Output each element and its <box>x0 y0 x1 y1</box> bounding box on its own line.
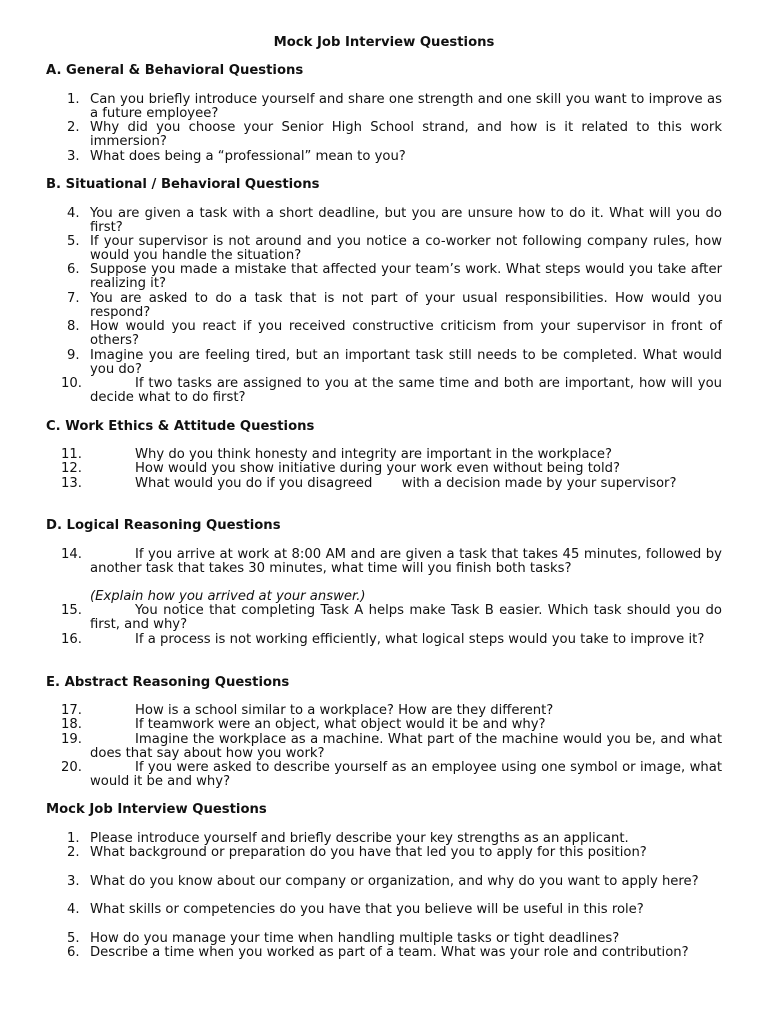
question-18 <box>61 717 722 732</box>
question-text: If a process is not working efficiently, what logical steps would you take to improve it? <box>135 632 705 647</box>
question-14 <box>61 547 722 577</box>
question-number: 18. <box>61 717 82 732</box>
question-6 <box>67 262 722 292</box>
question-number: 3. <box>67 149 80 164</box>
question-text: What does being a “professional” mean to you? <box>90 149 406 164</box>
document-title: Mock Job Interview Questions <box>273 35 495 50</box>
question-12 <box>61 461 722 476</box>
question-number: 15. <box>61 603 82 618</box>
question-text: You are asked to do a task that is not part of your usual responsibilities. How would you respond? <box>90 291 722 321</box>
section-d-heading: D. Logical Reasoning Questions <box>46 518 281 533</box>
question-number: 16. <box>61 632 82 647</box>
question-number: 13. <box>61 476 82 491</box>
question-text: Why did you choose your Senior High School strand, and how is it related to this work immersion? <box>90 120 722 150</box>
question-text: Can you briefly introduce yourself and share one strength and one skill you want to improve as a future employee? <box>90 92 722 122</box>
question-3 <box>67 149 722 164</box>
question-text: If your supervisor is not around and you notice a co-worker not following company rules, how would you handle the situation? <box>90 234 722 264</box>
question-text: If you arrive at work at 8:00 AM and are given a task that takes 45 minutes, followed by another task that takes 30 minutes, what time will you finish both tasks? <box>90 547 722 577</box>
question-15 <box>61 603 722 633</box>
question-text: Please introduce yourself and briefly describe your key strengths as an applicant. <box>90 831 629 846</box>
question-number: 9. <box>67 348 80 363</box>
question-text: What would you do if you disagreed with a decision made by your supervisor? <box>135 476 677 491</box>
section-a-heading: A. General & Behavioral Questions <box>46 63 304 78</box>
question-20 <box>61 760 722 790</box>
question-number: 3. <box>67 874 80 889</box>
question-number: 6. <box>67 945 80 960</box>
question-number: 20. <box>61 760 82 775</box>
question-number: 11. <box>61 447 82 462</box>
section-c-heading: C. Work Ethics & Attitude Questions <box>46 419 315 434</box>
question-number: 8. <box>67 319 80 334</box>
question-number: 2. <box>67 845 80 860</box>
question-number: 12. <box>61 461 82 476</box>
question-4 <box>67 206 722 236</box>
question-text: Imagine the workplace as a machine. What part of the machine would you be, and what does that say about how you work? <box>90 732 722 762</box>
question-text: What skills or competencies do you have that you believe will be useful in this role? <box>90 902 644 917</box>
question-number: 5. <box>67 234 80 249</box>
question-1 <box>67 92 722 122</box>
question-number: 5. <box>67 931 80 946</box>
question-10 <box>61 376 722 406</box>
question-number: 10. <box>61 376 82 391</box>
question-number: 19. <box>61 732 82 747</box>
question-number: 4. <box>67 206 80 221</box>
question-number: 6. <box>67 262 80 277</box>
interview-question-4 <box>67 902 722 917</box>
answer-note: (Explain how you arrived at your answer.) <box>90 589 366 604</box>
question-number: 7. <box>67 291 80 306</box>
question-text: Describe a time when you worked as part of a team. What was your role and contribution? <box>90 945 689 960</box>
question-text: How is a school similar to a workplace? How are they different? <box>135 703 554 718</box>
question-number: 17. <box>61 703 82 718</box>
question-5 <box>67 234 722 264</box>
question-text: You are given a task with a short deadline, but you are unsure how to do it. What will you do first? <box>90 206 722 236</box>
question-7 <box>67 291 722 321</box>
question-text: If you were asked to describe yourself as an employee using one symbol or image, what would it be and why? <box>90 760 722 790</box>
question-19 <box>61 732 722 762</box>
question-number: 4. <box>67 902 80 917</box>
question-text: How do you manage your time when handling multiple tasks or tight deadlines? <box>90 931 620 946</box>
question-text: How would you show initiative during your work even without being told? <box>135 461 621 476</box>
question-number: 1. <box>67 831 80 846</box>
interview-question-6 <box>67 945 722 960</box>
interview-question-2 <box>67 845 722 860</box>
mock-interview-heading: Mock Job Interview Questions <box>46 802 267 817</box>
question-8 <box>67 319 722 349</box>
section-b-heading: B. Situational / Behavioral Questions <box>46 177 320 192</box>
question-number: 1. <box>67 92 80 107</box>
question-16 <box>61 632 722 647</box>
question-2 <box>67 120 722 150</box>
question-text: If teamwork were an object, what object would it be and why? <box>135 717 546 732</box>
question-number: 14. <box>61 547 82 562</box>
question-9 <box>67 348 722 378</box>
question-text: What background or preparation do you have that led you to apply for this position? <box>90 845 647 860</box>
section-e-heading: E. Abstract Reasoning Questions <box>46 675 290 690</box>
question-text: If two tasks are assigned to you at the same time and both are important, how will you decide what to do first? <box>90 376 722 406</box>
question-text: Suppose you made a mistake that affected your team’s work. What steps would you take after realizing it? <box>90 262 722 292</box>
question-number: 2. <box>67 120 80 135</box>
question-text: You notice that completing Task A helps make Task B easier. Which task should you do first, and why? <box>90 603 722 633</box>
question-13 <box>61 476 722 491</box>
question-text: Why do you think honesty and integrity are important in the workplace? <box>135 447 612 462</box>
question-text: Imagine you are feeling tired, but an important task still needs to be completed. What would you do? <box>90 348 722 378</box>
question-text: What do you know about our company or organization, and why do you want to apply here? <box>90 874 699 889</box>
question-text: How would you react if you received constructive criticism from your supervisor in front of others? <box>90 319 722 349</box>
interview-question-3 <box>67 874 722 889</box>
